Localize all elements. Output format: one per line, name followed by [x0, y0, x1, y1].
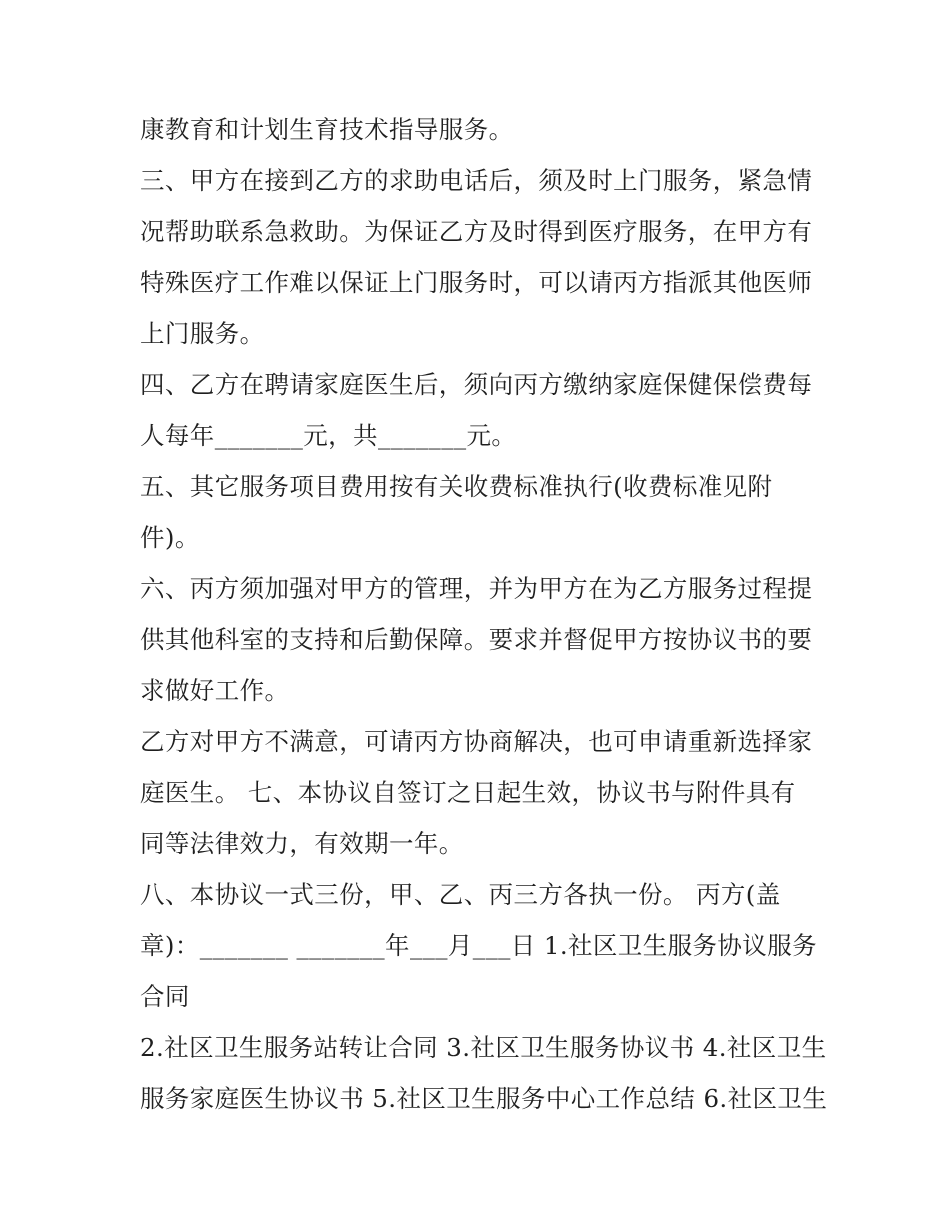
text-line: 求做好工作。: [140, 676, 290, 705]
text-line: 六、丙方须加强对甲方的管理，并为甲方在为乙方服务过程提: [140, 574, 813, 603]
text-line: 同等法律效力，有效期一年。: [140, 829, 464, 858]
text-line: 乙方对甲方不满意，可请丙方协商解决，也可申请重新选择家: [140, 727, 813, 756]
text-line: 供其他科室的支持和后勤保障。要求并督促甲方按协议书的要: [140, 625, 813, 654]
text-line: 康教育和计划生育技术指导服务。: [140, 115, 514, 144]
text-line: 况帮助联系急救助。为保证乙方及时得到医疗服务，在甲方有: [140, 217, 813, 246]
text-line: 四、乙方在聘请家庭医生后，须向丙方缴纳家庭保健保偿费每: [140, 370, 813, 399]
text-line: 合同: [140, 982, 190, 1011]
text-line: 五、其它服务项目费用按有关收费标准执行(收费标准见附: [140, 472, 773, 501]
text-line: 庭医生。 七、本协议自签订之日起生效，协议书与附件具有: [140, 778, 796, 807]
text-line: 件)。: [140, 523, 200, 552]
text-line: 三、甲方在接到乙方的求助电话后，须及时上门服务，紧急情: [140, 166, 813, 195]
text-line: 上门服务。: [140, 319, 265, 348]
text-line: 服务家庭医生协议书 5.社区卫生服务中心工作总结 6.社区卫生: [140, 1084, 828, 1113]
text-line: 章)：_______ _______年___月___日 1.社区卫生服务协议服务: [140, 931, 818, 960]
text-line: 特殊医疗工作难以保证上门服务时，可以请丙方指派其他医师: [140, 268, 813, 297]
text-line: 人每年_______元，共_______元。: [140, 421, 517, 450]
text-line: 2.社区卫生服务站转让合同 3.社区卫生服务协议书 4.社区卫生: [140, 1033, 827, 1062]
text-line: 八、本协议一式三份，甲、乙、丙三方各执一份。 丙方(盖: [140, 880, 781, 909]
document-body: [140, 104, 828, 1124]
